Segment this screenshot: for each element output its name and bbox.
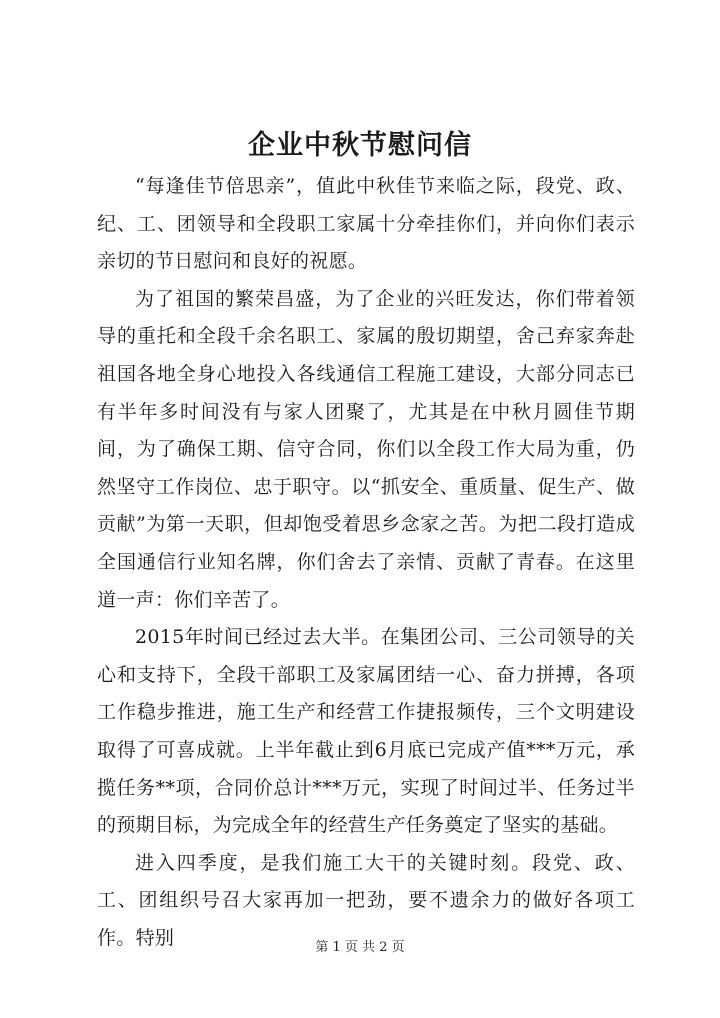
paragraph-fourth-quarter: 进入四季度，是我们施工大干的关键时刻。段党、政、工、团组织号召大家再加一把劲，要不遗余力的做好各项工作。特别 [97, 851, 635, 949]
page-number-footer: 第 1 页 共 2 页 [315, 940, 405, 955]
letter-body [97, 168, 635, 957]
page-title: 企业中秋节慰问信 [248, 130, 472, 161]
paragraph-greeting: “每逢佳节倍思亲”，值此中秋佳节来临之际，段党、政、纪、工、团领导和全段职工家属十分牵挂你们，并向你们表示亲切的节日慰问和良好的祝愿。 [97, 175, 635, 273]
paragraph-achievements: 2015年时间已经过去大半。在集团公司、三公司领导的关心和支持下，全段干部职工及家属团结一心、奋力拼搏，各项工作稳步推进，施工生产和经营工作捷报频传，三个文明建设取得了可喜成就。上半年截止到6月底已完成产值***万元，承揽任务**项，合同价总计***万元，实现了时间过半、任务过半的预期目标，为完成全年的经营生产任务奠定了坚实的基础。 [97, 626, 635, 837]
paragraph-tribute: 为了祖国的繁荣昌盛，为了企业的兴旺发达，你们带着领导的重托和全段千余名职工、家属的殷切期望，舍己弃家奔赴祖国各地全身心地投入各线通信工程施工建设，大部分同志已有半年多时间没有与家人团聚了，尤其是在中秋月圆佳节期间，为了确保工期、信守合同，你们以全段工作大局为重，仍然坚守工作岗位、忠于职守。以“抓安全、重质量、促生产、做贡献”为第一天职，但却饱受着思乡念家之苦。为把二段打造成全国通信行业知名牌，你们舍去了亲情、贡献了青春。在这里道一声：你们辛苦了。 [97, 287, 635, 611]
